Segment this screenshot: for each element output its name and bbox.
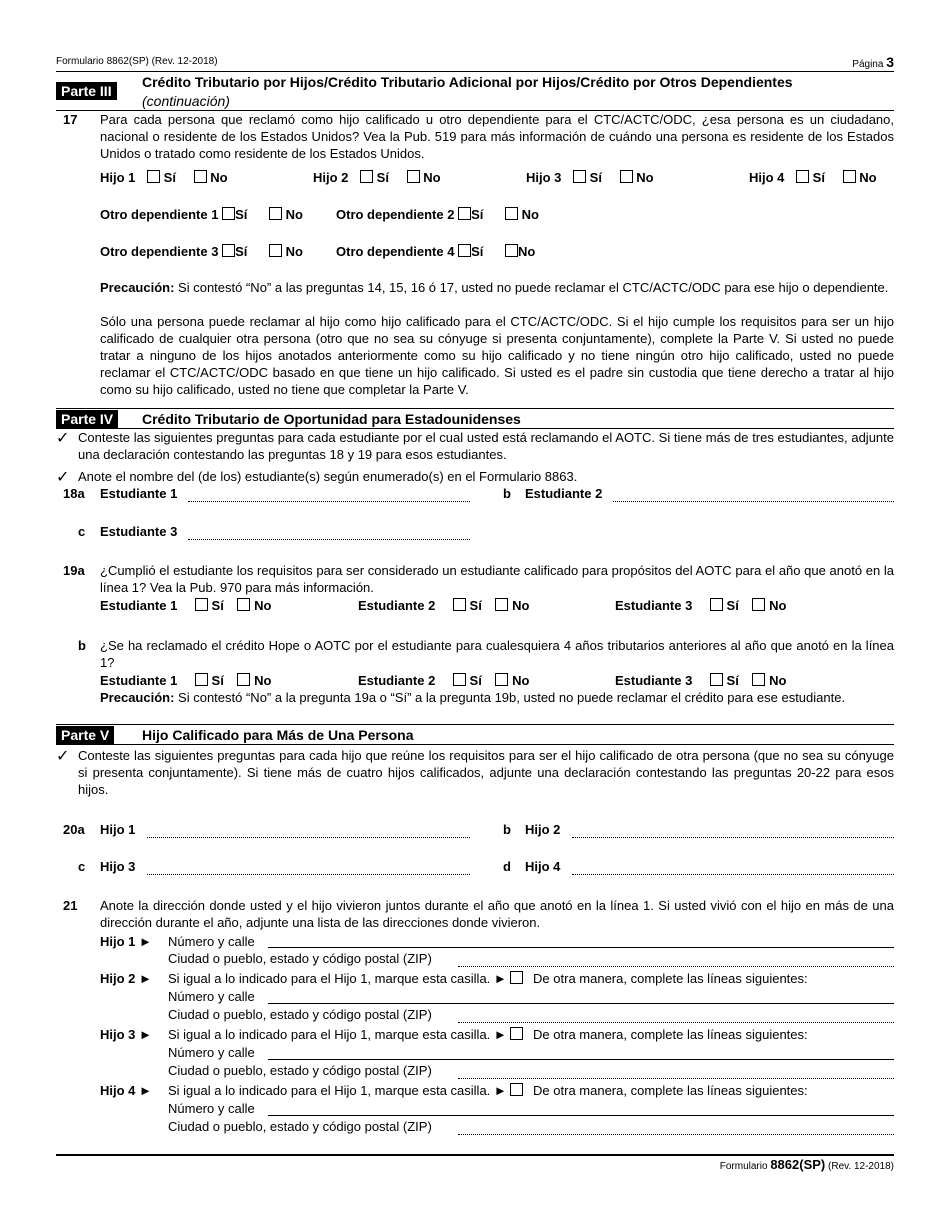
- q17-note: Sólo una persona puede reclamar al hijo como hijo calificado para el CTC/ACTC/ODC. Si el hijo cumple los requisitos para ser un hijo calificado de cualquier otra persona (otro que no sea su cónyuge si presenta conjuntamente), complete la Parte V. Si usted no puede tratar a ninguno de los hijos anotados anteriormente como su hijo calificado y no tiene ningún otro hijo calificado, usted no puede reclamar el CTC/ACTC/ODC basado en que tiene un hijo calificado. Si usted es el padre sin custodia que tiene derecho a tratar al hijo como su hijo calificado, usted no tiene que completar la Parte V.: [100, 314, 894, 397]
- child-2-same-as-row: Si igual a lo indicado para el Hijo 1, marque esta casilla. ► De otra manera, complete las líneas siguientes:: [168, 971, 808, 986]
- q17-other-dependent-2: Otro dependiente 2 Sí No: [336, 207, 539, 222]
- part4-instruction-1: Conteste las siguientes preguntas para cada estudiante por el cual usted está reclamando el AOTC. Si tiene más de tres estudiantes, adjunte una declaración contestando las preguntas 18 y 19 para esos estudiantes.: [78, 430, 894, 462]
- q19a-student-2: Estudiante 2 Sí No: [358, 598, 530, 613]
- arrow-icon: ►: [139, 934, 152, 949]
- q21-child-3-label: Hijo 3 ►: [100, 1027, 152, 1042]
- checkbox-yes[interactable]: [147, 170, 160, 183]
- child-3-same-checkbox[interactable]: [510, 1027, 523, 1040]
- checkbox-yes[interactable]: [796, 170, 809, 183]
- checkbox-no[interactable]: [752, 598, 765, 611]
- q17-other-dependent-1: Otro dependiente 1 Sí No: [100, 207, 303, 222]
- q17-number: 17: [63, 112, 78, 127]
- arrow-icon: ►: [493, 971, 507, 986]
- part3-subtitle: (continuación): [142, 93, 230, 109]
- page-number: Página 3: [852, 54, 894, 70]
- q19b-text: ¿Se ha reclamado el crédito Hope o AOTC por el estudiante para cualesquiera 4 años tributarios anteriores al año que anotó en la línea 1?: [100, 638, 894, 670]
- checkbox-yes[interactable]: [573, 170, 586, 183]
- check-icon: ✓: [56, 469, 70, 486]
- q17-other-dependent-3: Otro dependiente 3 Sí No: [100, 244, 303, 259]
- child-3-input[interactable]: [147, 873, 470, 875]
- street-label: Número y calle: [168, 1045, 255, 1060]
- city-label: Ciudad o pueblo, estado y código postal (ZIP): [168, 1119, 432, 1134]
- footer-form-id: Formulario 8862(SP) (Rev. 12-2018): [719, 1157, 894, 1172]
- checkbox-no[interactable]: [269, 207, 282, 220]
- q19b-student-3: Estudiante 3 Sí No: [615, 673, 787, 688]
- student-2-input[interactable]: [613, 500, 894, 502]
- student-3-input[interactable]: [188, 538, 470, 540]
- child-2-same-checkbox[interactable]: [510, 971, 523, 984]
- part4-badge: Parte IV: [56, 410, 118, 428]
- checkbox-yes[interactable]: [710, 673, 723, 686]
- child-4-same-as-row: Si igual a lo indicado para el Hijo 1, marque esta casilla. ► De otra manera, complete las líneas siguientes:: [168, 1083, 808, 1098]
- child-4-street-input[interactable]: [268, 1115, 894, 1116]
- q19b-number: b: [78, 638, 86, 653]
- part3-title: Crédito Tributario por Hijos/Crédito Tributario Adicional por Hijos/Crédito por Otros Dependientes: [142, 74, 793, 90]
- part5-title: Hijo Calificado para Más de Una Persona: [142, 727, 414, 743]
- street-label: Número y calle: [168, 1101, 255, 1116]
- checkbox-yes[interactable]: [222, 207, 235, 220]
- child-2-input[interactable]: [572, 836, 894, 838]
- part5-rule: [56, 724, 894, 725]
- checkbox-no[interactable]: [752, 673, 765, 686]
- q19a-student-3: Estudiante 3 Sí No: [615, 598, 787, 613]
- q18c-number: c: [78, 524, 86, 539]
- q21-text: Anote la dirección donde usted y el hijo vivieron juntos durante el año que anotó en la línea 1. Si usted vivió con el hijo en más de una dirección durante el año, adjunte una lista de las direcciones donde vivieron.: [100, 898, 894, 930]
- q19a-text: ¿Cumplió el estudiante los requisitos para ser considerado un estudiante calificado para propósitos del AOTC para el año que anotó en la línea 1? Vea la Pub. 970 para más información.: [100, 563, 894, 595]
- q19b-student-2: Estudiante 2 Sí No: [358, 673, 530, 688]
- q21-child-4-label: Hijo 4 ►: [100, 1083, 152, 1098]
- q19b-student-1: Estudiante 1 Sí No: [100, 673, 272, 688]
- child-2-city-input[interactable]: [458, 1021, 894, 1023]
- city-label: Ciudad o pueblo, estado y código postal (ZIP): [168, 1063, 432, 1078]
- child-1-input[interactable]: [147, 836, 470, 838]
- child-3-city-input[interactable]: [458, 1077, 894, 1079]
- checkbox-yes[interactable]: [360, 170, 373, 183]
- student-1-label: Estudiante 1: [100, 486, 178, 501]
- checkbox-no[interactable]: [237, 673, 250, 686]
- child-3-label: Hijo 3: [100, 859, 136, 874]
- q20d-number: d: [503, 859, 511, 874]
- arrow-icon: ►: [493, 1083, 507, 1098]
- q19a-number: 19a: [63, 563, 85, 578]
- student-2-label: Estudiante 2: [525, 486, 603, 501]
- street-label: Número y calle: [168, 934, 255, 949]
- q17-child-2: Hijo 2 Sí No: [313, 170, 441, 185]
- part5-instruction: Conteste las siguientes preguntas para cada hijo que reúne los requisitos para ser el hijo calificado de otra persona (que no sea su cónyuge si presenta conjuntamente). Si tiene más de cuatro hijos calificados, adjunte una declaración contestando las preguntas 20-22 para esos hijos.: [78, 748, 894, 797]
- q17-other-dependent-4: Otro dependiente 4 Sí No: [336, 244, 536, 259]
- child-1-label: Hijo 1: [100, 822, 136, 837]
- q18b-number: b: [503, 486, 511, 501]
- child-4-label: Hijo 4: [525, 859, 561, 874]
- q20b-number: b: [503, 822, 511, 837]
- checkbox-yes[interactable]: [458, 244, 471, 257]
- q21-number: 21: [63, 898, 78, 913]
- q17-text: Para cada persona que reclamó como hijo calificado u otro dependiente para el CTC/ACTC/ODC, ¿esa persona es un ciudadano, nacional o residente de los Estados Unidos? Vea la Pub. 519 para más información de cuándo una persona es residente de los Estados Unidos o tratado como residente de los Estados Unidos.: [100, 112, 894, 161]
- q17-child-1: Hijo 1 Sí No: [100, 170, 228, 185]
- checkbox-no[interactable]: [843, 170, 856, 183]
- part4-title: Crédito Tributario de Oportunidad para Estadounidenses: [142, 411, 521, 427]
- student-1-input[interactable]: [188, 500, 470, 502]
- q19-caution: Precaución: Si contestó “No” a la pregunta 19a o “Sí” a la pregunta 19b, usted no puede reclamar el crédito para ese estudiante.: [100, 690, 846, 705]
- part3-badge: Parte III: [56, 82, 117, 100]
- q17-caution: Precaución: Si contestó “No” a las preguntas 14, 15, 16 ó 17, usted no puede reclamar el CTC/ACTC/ODC para ese hijo o dependiente.: [100, 280, 889, 295]
- checkbox-yes[interactable]: [195, 598, 208, 611]
- child-4-input[interactable]: [572, 873, 894, 875]
- q21-child-2-label: Hijo 2 ►: [100, 971, 152, 986]
- header-rule: [56, 71, 894, 72]
- checkbox-no[interactable]: [505, 207, 518, 220]
- child-2-street-input[interactable]: [268, 1003, 894, 1004]
- q17-child-3: Hijo 3 Sí No: [526, 170, 654, 185]
- checkbox-yes[interactable]: [453, 598, 466, 611]
- q19a-student-1: Estudiante 1 Sí No: [100, 598, 272, 613]
- check-icon: ✓: [56, 430, 70, 447]
- q20a-number: 20a: [63, 822, 85, 837]
- checkbox-yes[interactable]: [195, 673, 208, 686]
- arrow-icon: ►: [139, 971, 152, 986]
- q17-child-4: Hijo 4 Sí No: [749, 170, 877, 185]
- footer-rule: [56, 1154, 894, 1156]
- street-label: Número y calle: [168, 989, 255, 1004]
- child-2-label: Hijo 2: [525, 822, 561, 837]
- checkbox-no[interactable]: [505, 244, 518, 257]
- checkbox-yes[interactable]: [458, 207, 471, 220]
- checkbox-yes[interactable]: [453, 673, 466, 686]
- part5-rule-bottom: [56, 744, 894, 745]
- form-reference: Formulario 8862(SP) (Rev. 12-2018): [56, 56, 218, 67]
- checkbox-no[interactable]: [194, 170, 207, 183]
- arrow-icon: ►: [493, 1027, 507, 1042]
- child-1-street-input[interactable]: [268, 947, 894, 948]
- city-label: Ciudad o pueblo, estado y código postal (ZIP): [168, 1007, 432, 1022]
- q18a-number: 18a: [63, 486, 85, 501]
- checkbox-yes[interactable]: [710, 598, 723, 611]
- city-label: Ciudad o pueblo, estado y código postal (ZIP): [168, 951, 432, 966]
- checkbox-no[interactable]: [495, 673, 508, 686]
- arrow-icon: ►: [139, 1083, 152, 1098]
- child-3-street-input[interactable]: [268, 1059, 894, 1060]
- part4-rule: [56, 408, 894, 409]
- part5-badge: Parte V: [56, 726, 114, 744]
- checkbox-no[interactable]: [269, 244, 282, 257]
- checkbox-no[interactable]: [620, 170, 633, 183]
- checkbox-yes[interactable]: [222, 244, 235, 257]
- child-3-same-as-row: Si igual a lo indicado para el Hijo 1, marque esta casilla. ► De otra manera, complete las líneas siguientes:: [168, 1027, 808, 1042]
- checkbox-no[interactable]: [237, 598, 250, 611]
- checkbox-no[interactable]: [495, 598, 508, 611]
- q20c-number: c: [78, 859, 86, 874]
- checkbox-no[interactable]: [407, 170, 420, 183]
- check-icon: ✓: [56, 748, 70, 765]
- arrow-icon: ►: [139, 1027, 152, 1042]
- child-1-city-input[interactable]: [458, 965, 894, 967]
- child-4-city-input[interactable]: [458, 1133, 894, 1135]
- student-3-label: Estudiante 3: [100, 524, 178, 539]
- q21-child-1-label: Hijo 1 ►: [100, 934, 152, 949]
- part4-instruction-2: Anote el nombre del (de los) estudiante(s) según enumerado(s) en el Formulario 8863.: [78, 469, 578, 484]
- child-4-same-checkbox[interactable]: [510, 1083, 523, 1096]
